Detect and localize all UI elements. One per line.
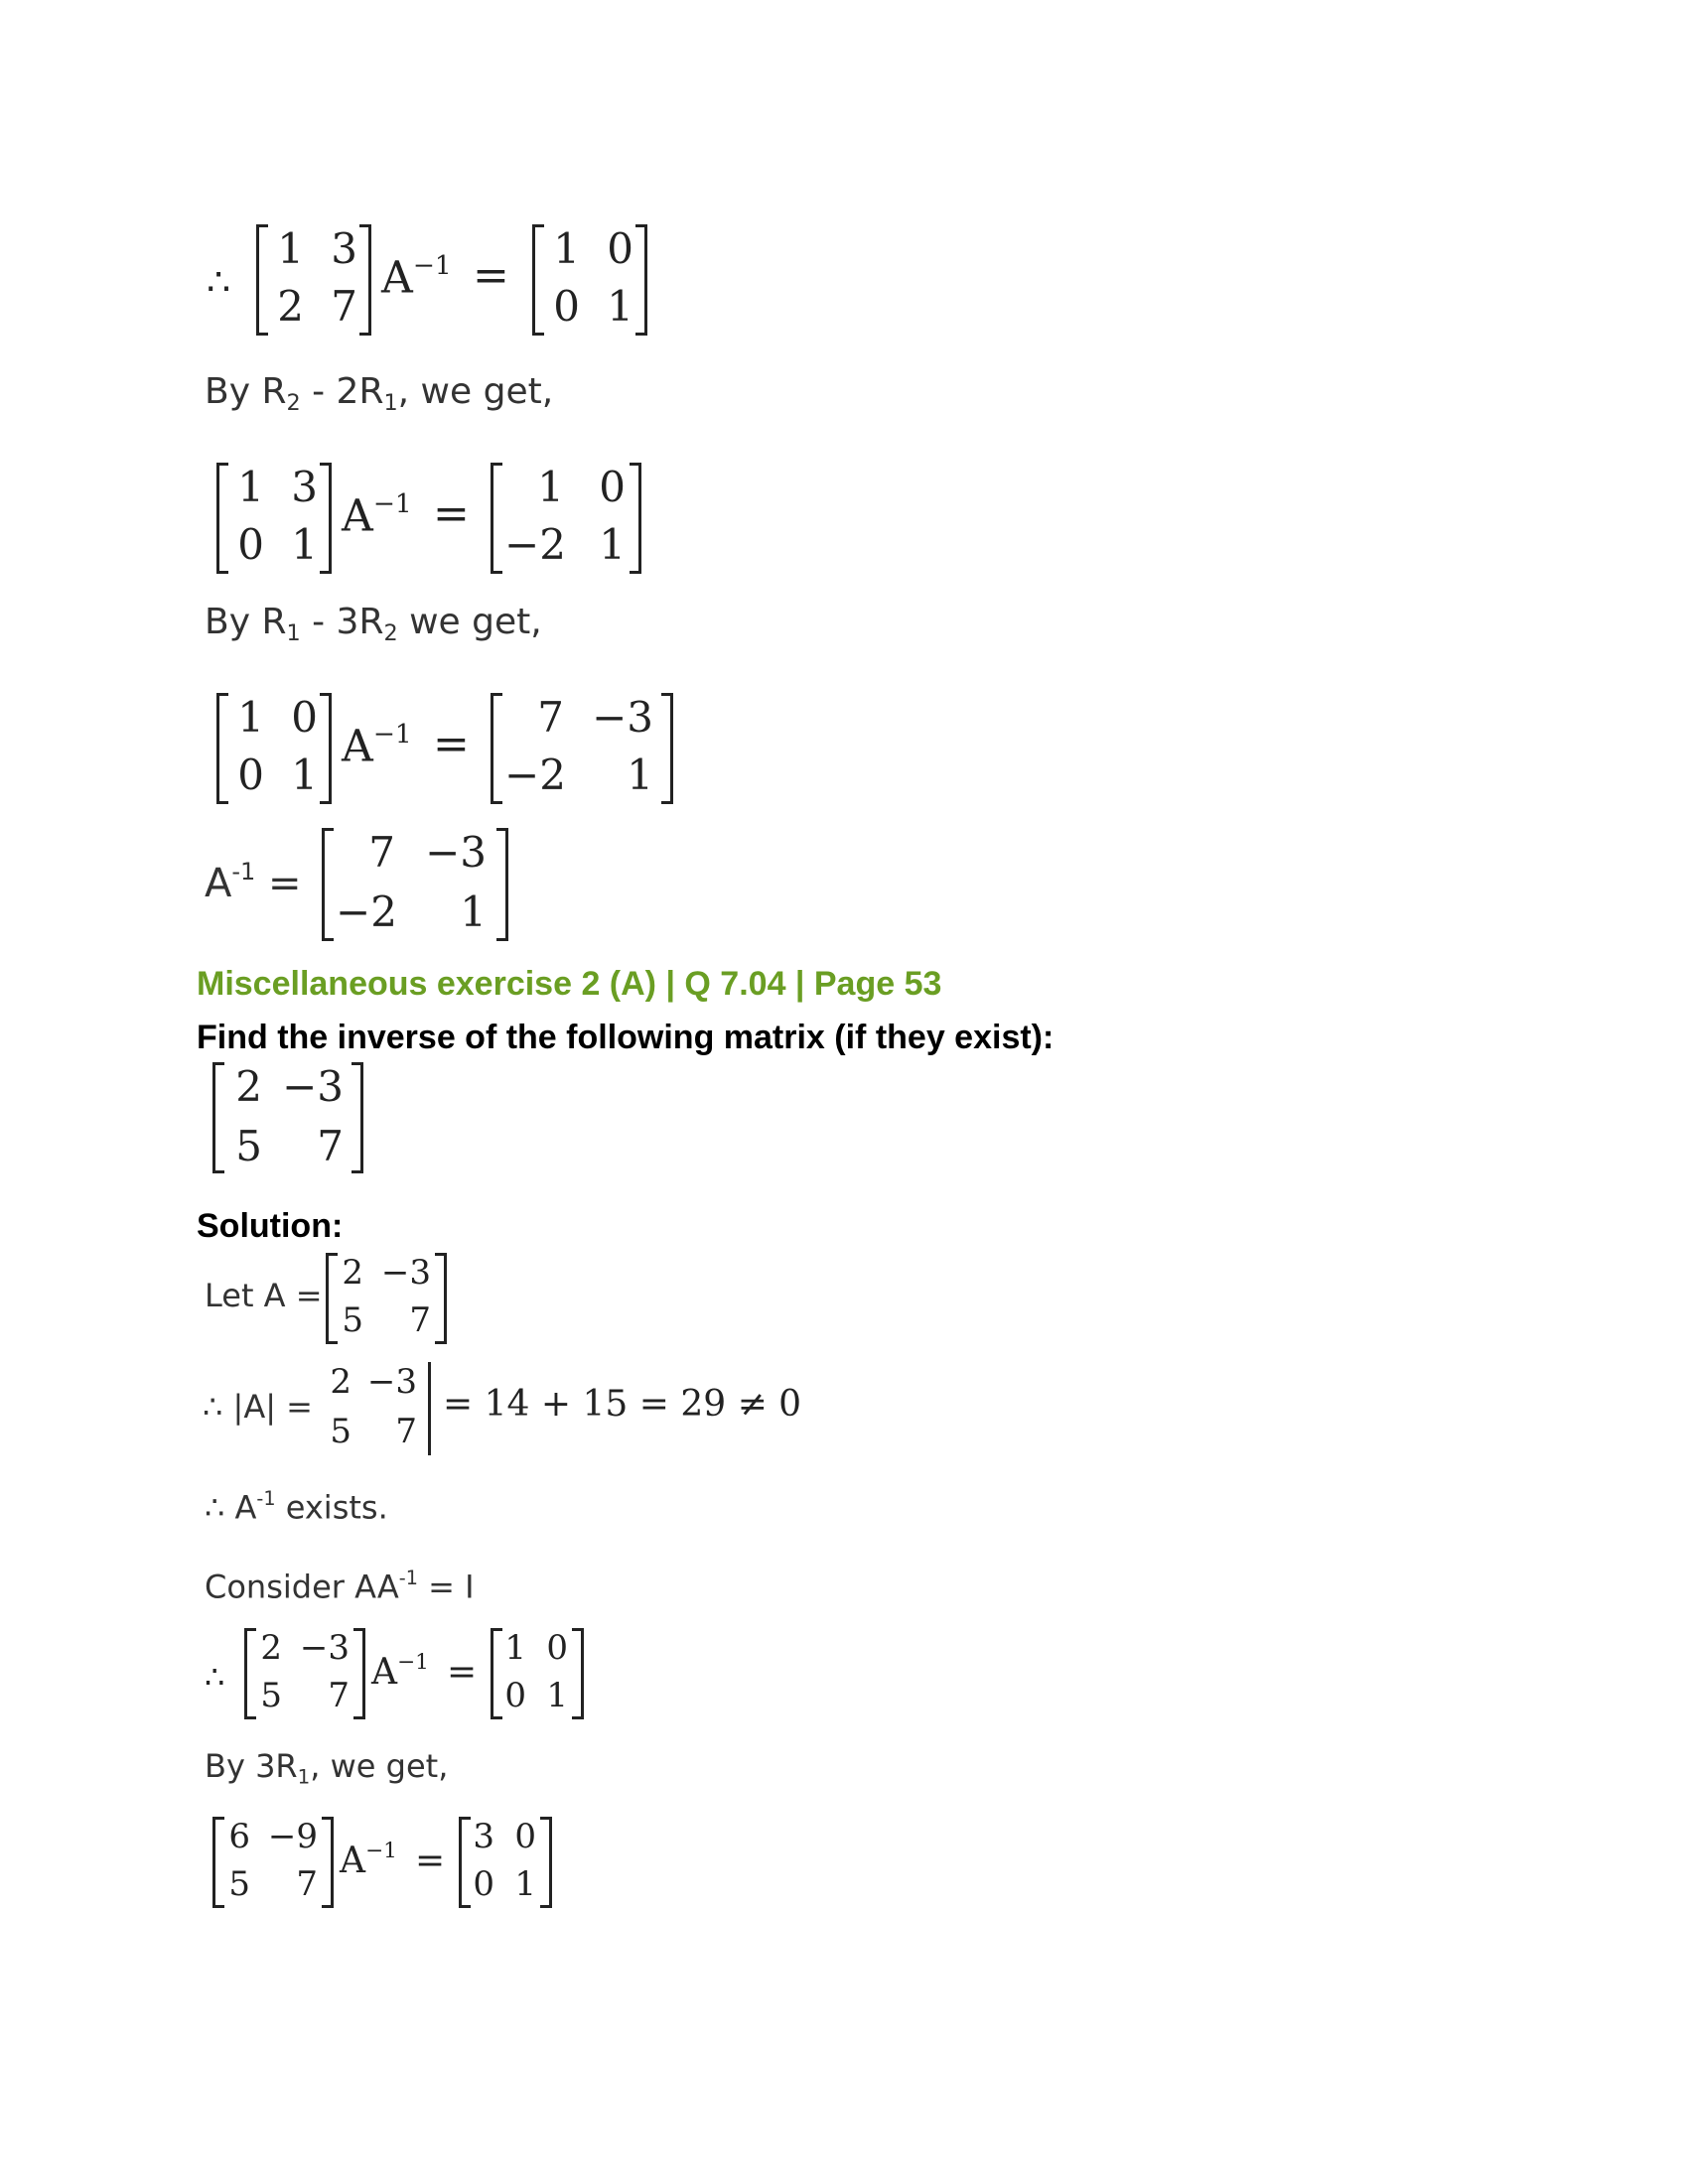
- therefore-symbol: ∴: [207, 260, 231, 304]
- determinant-value: = 14 + 15 = 29 ≠ 0: [443, 1384, 802, 1425]
- question-prompt: Find the inverse of the following matrix (if they exist):: [197, 1019, 1055, 1056]
- matrix-cell: −2: [504, 751, 566, 799]
- matrix-cell: 0: [514, 1817, 536, 1856]
- matrix-cell: 0: [237, 520, 264, 569]
- matrix-cell: 1: [553, 224, 580, 273]
- matrix-cell: 5: [228, 1864, 250, 1904]
- matrix-cell: 5: [342, 1300, 363, 1340]
- therefore-symbol: ∴: [205, 1658, 225, 1696]
- a-inverse-symbol: $A^{-1}$: [381, 250, 452, 304]
- matrix-cell: −3: [592, 693, 653, 742]
- matrix-cell: 1: [291, 520, 318, 569]
- matrix-cell: 7: [409, 1300, 431, 1340]
- matrix-cell: 0: [291, 693, 318, 742]
- matrix-cell: −3: [366, 1362, 417, 1402]
- matrix-top-lhs: [256, 224, 371, 336]
- matrix-cell: 1: [514, 1864, 536, 1904]
- determinant-matrix: [318, 1362, 431, 1455]
- matrix-result: [322, 828, 508, 941]
- matrix-top-rhs: [532, 224, 647, 336]
- matrix-3r1-lhs: [212, 1817, 334, 1908]
- matrix-identity: [491, 1628, 584, 1719]
- matrix-cell: 7: [395, 1412, 417, 1451]
- matrix-step1-lhs: [216, 463, 332, 574]
- matrix-cell: 2: [235, 1062, 262, 1111]
- matrix-cell: 1: [627, 751, 653, 799]
- matrix-cell: 0: [237, 751, 264, 799]
- matrix-cell: 7: [537, 693, 564, 742]
- matrix-cell: 7: [296, 1864, 318, 1904]
- solution-title: Solution:: [197, 1207, 344, 1245]
- matrix-cell: 7: [328, 1676, 350, 1715]
- matrix-cell: 3: [331, 224, 357, 273]
- matrix-cell: 1: [237, 463, 264, 511]
- matrix-cell: 1: [546, 1676, 568, 1715]
- matrix-cell: −3: [299, 1628, 350, 1668]
- a-inverse-symbol: $A^{-1}$: [340, 1839, 397, 1882]
- matrix-step2-rhs: [491, 693, 673, 804]
- matrix-cell: 2: [342, 1253, 363, 1293]
- consider-statement: Consider $AA^{-1} = I$: [205, 1567, 475, 1606]
- matrix-step1-rhs: [491, 463, 641, 574]
- determinant-label: ∴ |A| =: [203, 1388, 313, 1426]
- equals-sign: =: [447, 1652, 478, 1693]
- matrix-cell: −3: [425, 828, 487, 877]
- matrix-cell: 0: [607, 224, 633, 273]
- result-a-inverse-label: $A^{-1}$ =: [205, 858, 302, 906]
- matrix-cell: 2: [260, 1628, 282, 1668]
- equals-sign: =: [415, 1841, 446, 1881]
- matrix-cell: 5: [330, 1412, 352, 1451]
- matrix-consider-lhs: [244, 1628, 365, 1719]
- matrix-cell: 1: [504, 1628, 526, 1668]
- matrix-cell: 7: [368, 828, 395, 877]
- equals-sign: =: [433, 719, 470, 769]
- matrix-cell: 5: [235, 1122, 262, 1170]
- matrix-question: [212, 1062, 363, 1173]
- matrix-cell: 1: [460, 887, 487, 936]
- matrix-cell: 1: [537, 463, 564, 511]
- a-inverse-exists: ∴ $A^{-1}$ exists.: [205, 1487, 388, 1527]
- a-inverse-symbol: $A^{-1}$: [342, 488, 412, 542]
- matrix-3r1-rhs: [459, 1817, 552, 1908]
- matrix-cell: 5: [260, 1676, 282, 1715]
- matrix-cell: 1: [607, 282, 633, 331]
- matrix-step2-lhs: [216, 693, 332, 804]
- step-r2-minus-2r1: By $R_2 - 2R_1$, we get,: [205, 371, 554, 417]
- let-a-label: Let A =: [205, 1277, 323, 1314]
- equals-sign: =: [473, 250, 509, 301]
- matrix-cell: 1: [599, 520, 626, 569]
- matrix-cell: 7: [317, 1122, 344, 1170]
- matrix-cell: 7: [331, 282, 357, 331]
- matrix-cell: 0: [553, 282, 580, 331]
- matrix-cell: 6: [228, 1817, 250, 1856]
- matrix-let-a: [326, 1253, 447, 1344]
- question-heading-link[interactable]: Miscellaneous exercise 2 (A) | Q 7.04 | Page 53: [197, 965, 942, 1003]
- matrix-cell: 0: [473, 1864, 494, 1904]
- matrix-cell: 0: [504, 1676, 526, 1715]
- a-inverse-symbol: $A^{-1}$: [371, 1650, 429, 1694]
- matrix-cell: 2: [277, 282, 304, 331]
- matrix-cell: 0: [599, 463, 626, 511]
- matrix-cell: −2: [336, 887, 397, 936]
- equals-sign: =: [433, 488, 470, 539]
- matrix-cell: 1: [277, 224, 304, 273]
- matrix-cell: 3: [291, 463, 318, 511]
- matrix-cell: 0: [546, 1628, 568, 1668]
- matrix-cell: 2: [330, 1362, 352, 1402]
- step-r1-minus-3r2: By $R_1 - 3R_2$ we get,: [205, 602, 542, 647]
- matrix-cell: −2: [504, 520, 566, 569]
- matrix-cell: −3: [380, 1253, 431, 1293]
- matrix-cell: −9: [267, 1817, 318, 1856]
- matrix-cell: 1: [237, 693, 264, 742]
- matrix-cell: −3: [282, 1062, 344, 1111]
- matrix-cell: 1: [291, 751, 318, 799]
- a-inverse-symbol: $A^{-1}$: [342, 719, 412, 772]
- matrix-cell: 3: [473, 1817, 494, 1856]
- step-3r1: By $3R_1$, we get,: [205, 1747, 449, 1789]
